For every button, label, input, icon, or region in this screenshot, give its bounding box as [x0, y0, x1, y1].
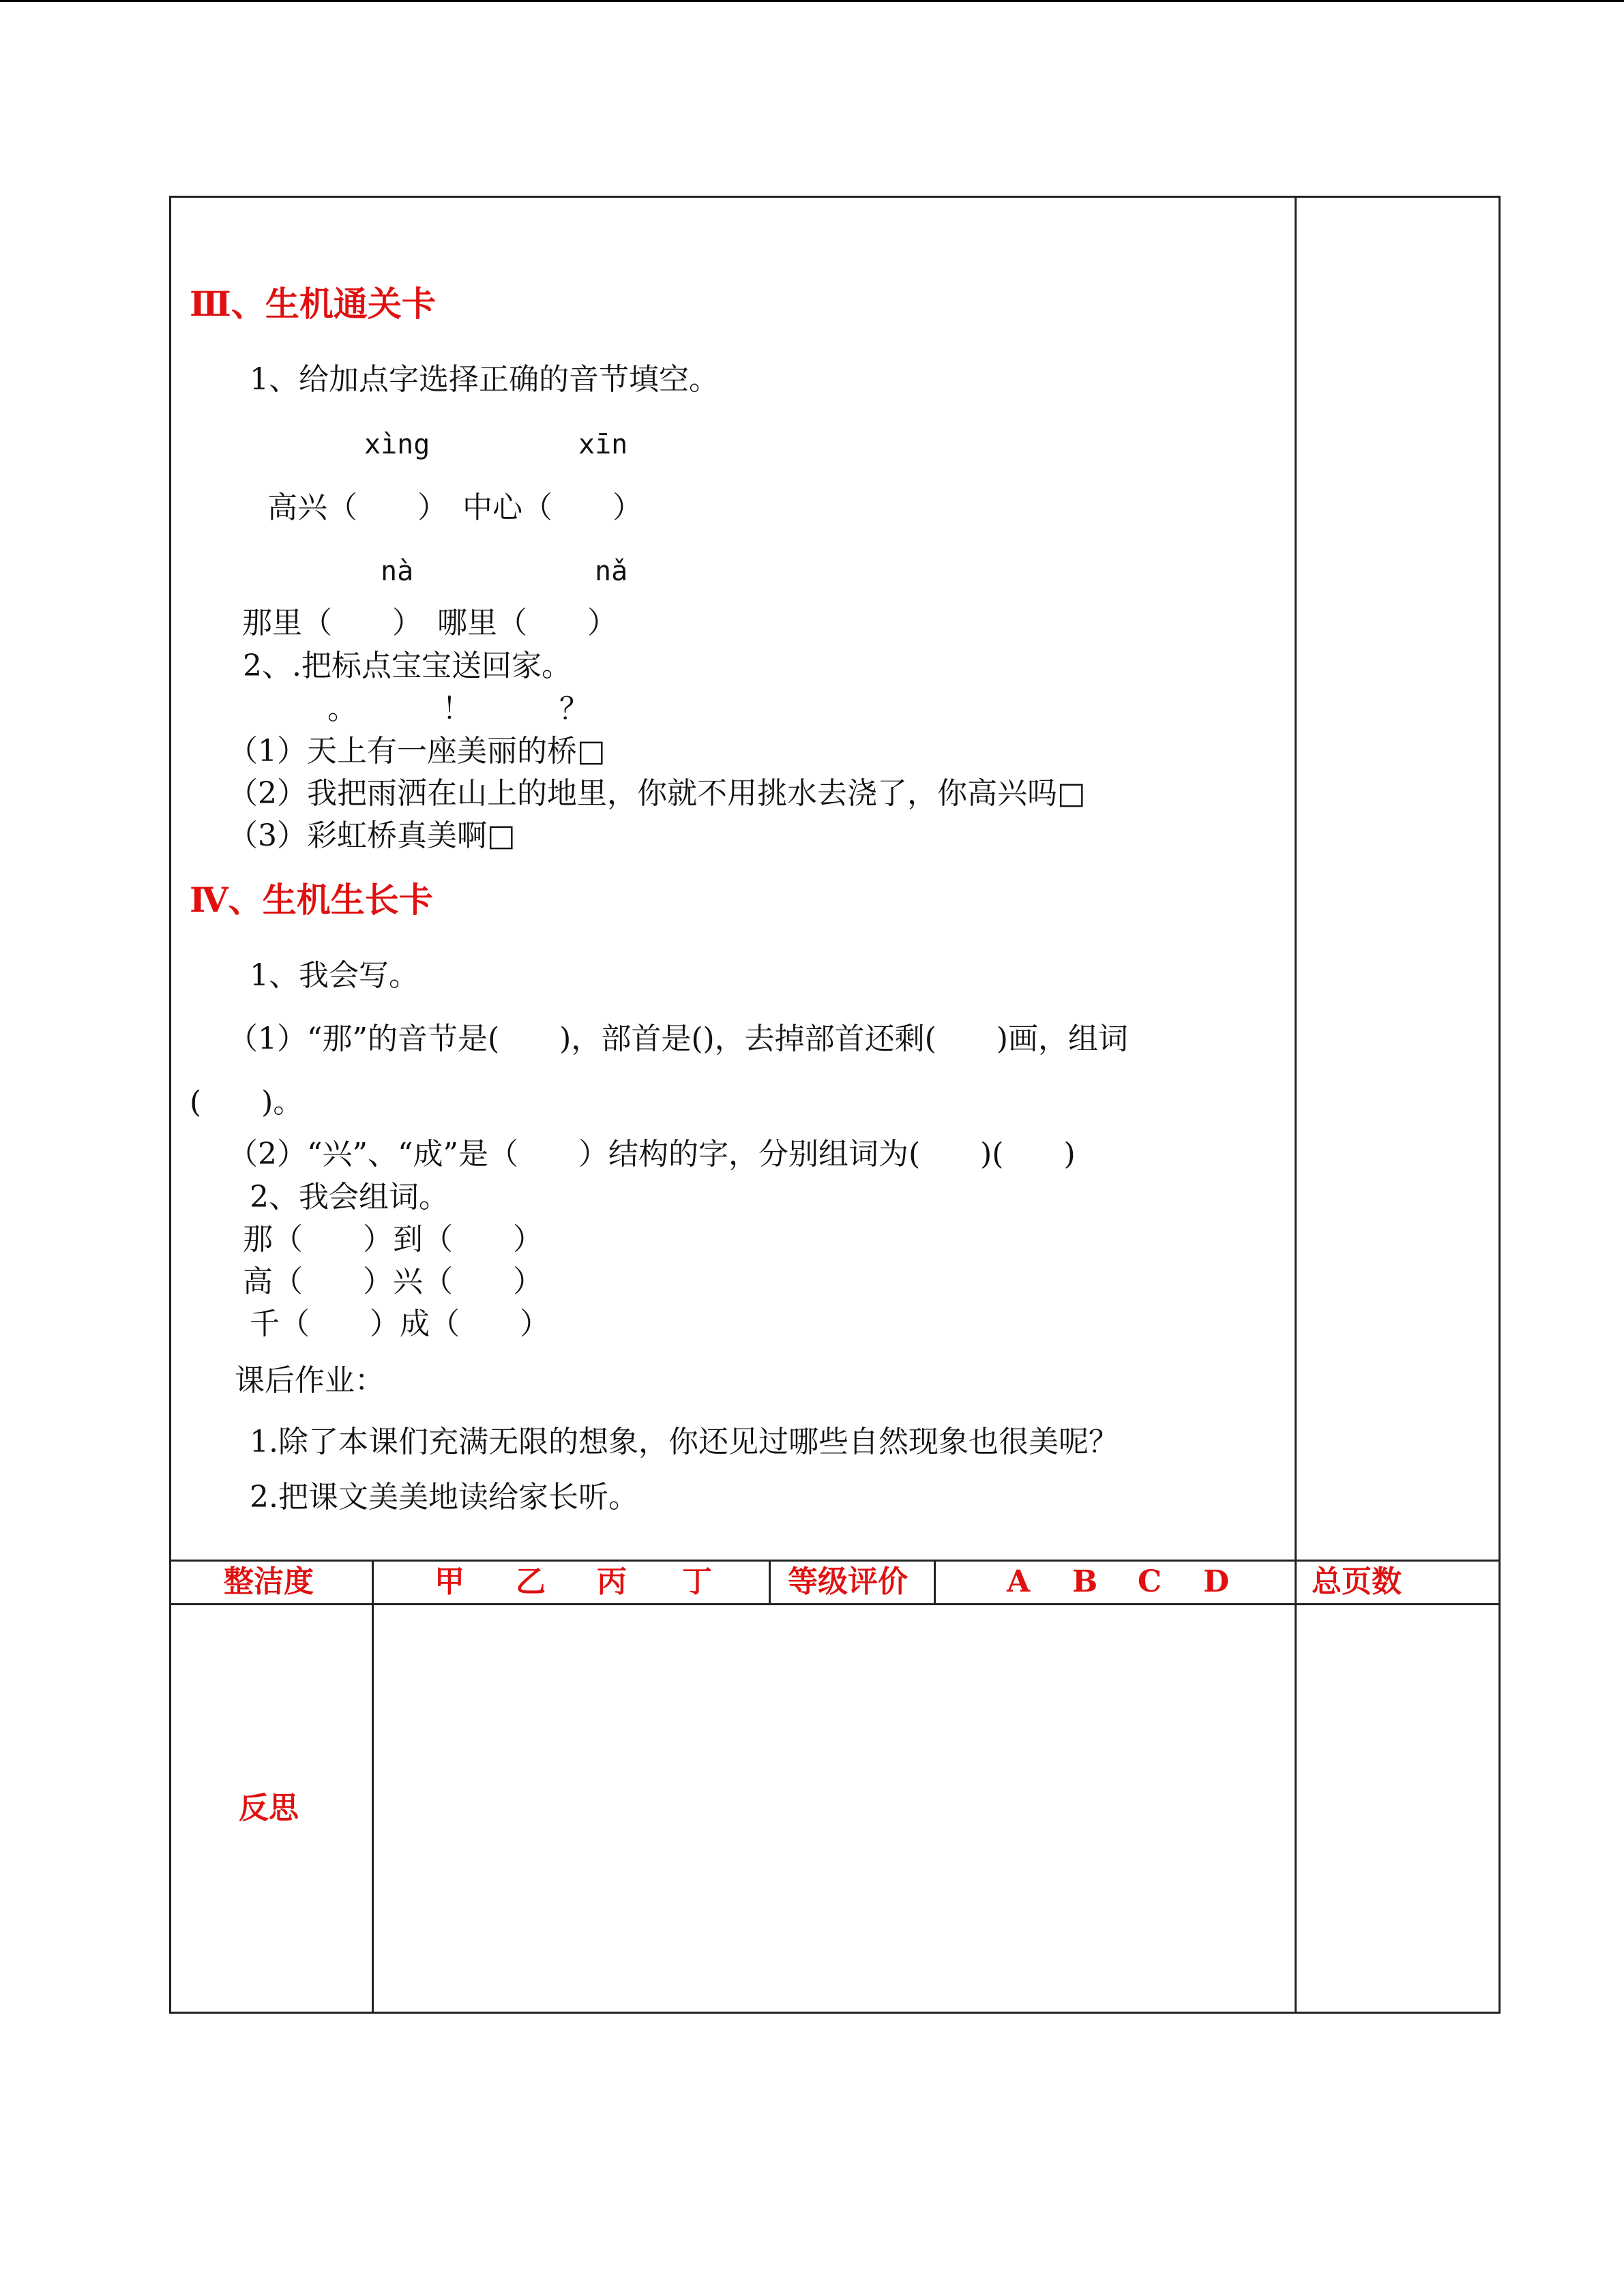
word-group-row-1: 那（ ）到（ ）	[243, 1222, 543, 1257]
sentence-2: （2）我把雨洒在山上的地里，你就不用挑水去浇了，你高兴吗□	[228, 776, 1086, 811]
write-item-1-line-1: （1）“那”的音节是( )，部首是()，去掉部首还剩( )画，组词	[228, 1022, 1128, 1056]
pinyin-na3: nǎ	[595, 556, 628, 587]
page-top-rule	[0, 0, 1624, 2]
punctuation-exclamation: ！	[442, 691, 472, 726]
neatness-grade-jia: 甲	[434, 1564, 464, 1599]
pinyin-xin: xīn	[578, 429, 628, 460]
q1-prompt: 1、给加点字选择正确的音节填空。	[250, 362, 719, 397]
total-pages-label: 总页数	[1312, 1564, 1402, 1599]
sentence-1: （1）天上有一座美丽的桥□	[228, 734, 606, 769]
section-3-heading: Ⅲ、生机通关卡	[190, 284, 436, 324]
footer-row-top-border	[169, 1560, 1501, 1562]
reflection-label: 反思	[239, 1791, 299, 1825]
word-group-row-3: 千（ ）成（ ）	[250, 1307, 550, 1341]
neatness-label: 整洁度	[224, 1564, 314, 1599]
table-bottom-border	[169, 2012, 1501, 2014]
q2-prompt: 2、.把标点宝宝送回家。	[243, 648, 572, 683]
reflection-row-top-border	[169, 1603, 1501, 1605]
section-4-heading: Ⅳ、生机生长卡	[190, 880, 433, 920]
pinyin-words-row-1: 高兴（ ） 中心（ ）	[267, 490, 643, 525]
label-column-divider	[372, 1560, 374, 2014]
pinyin-xing: xìng	[364, 429, 430, 460]
punctuation-question: ？	[559, 691, 589, 726]
neatness-grade-ding: 丁	[682, 1564, 712, 1599]
table-left-border	[169, 196, 171, 2014]
word-group-prompt: 2、我会组词。	[250, 1180, 449, 1214]
grade-letter-a: A	[1007, 1564, 1031, 1599]
pinyin-words-row-2: 那里（ ） 哪里（ ）	[242, 606, 617, 640]
homework-item-2: 2.把课文美美地读给家长听。	[250, 1480, 638, 1515]
write-item-2: （2）“兴”、“成”是（ ）结构的字，分别组词为( )( )	[228, 1137, 1076, 1172]
write-item-1-line-2: ( )。	[190, 1085, 304, 1120]
write-prompt: 1、我会写。	[250, 958, 419, 993]
table-right-border	[1498, 196, 1501, 2014]
homework-item-1: 1.除了本课们充满无限的想象，你还见过哪些自然现象也很美呢？	[250, 1425, 1119, 1459]
neatness-grade-bing: 丙	[597, 1564, 627, 1599]
grade-letter-c: C	[1138, 1564, 1162, 1599]
table-top-border	[169, 196, 1501, 198]
word-group-row-2: 高（ ）兴（ ）	[243, 1264, 543, 1299]
grade-label: 等级评价	[788, 1564, 908, 1599]
side-column-divider	[1295, 196, 1297, 2014]
grade-letter-d: D	[1203, 1564, 1230, 1599]
grade-label-left-divider	[769, 1560, 771, 1605]
pinyin-na4: nà	[381, 556, 414, 587]
homework-label: 课后作业：	[235, 1363, 385, 1398]
grade-letter-b: B	[1072, 1564, 1098, 1599]
punctuation-period: 。	[327, 691, 357, 726]
sentence-3: （3）彩虹桥真美啊□	[228, 818, 516, 853]
grade-label-right-divider	[934, 1560, 936, 1605]
neatness-grade-yi: 乙	[516, 1564, 546, 1599]
